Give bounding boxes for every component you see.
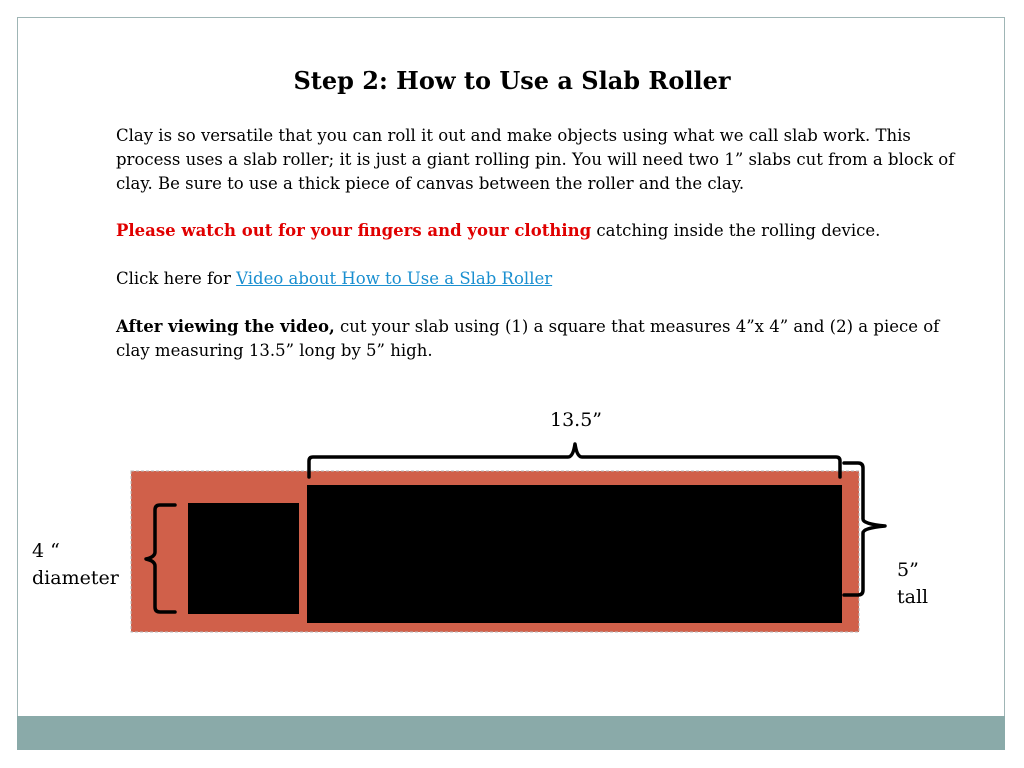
long-slab <box>307 485 842 623</box>
height-label-line2: tall <box>897 586 929 608</box>
after-video-bold: After viewing the video, <box>116 317 335 336</box>
length-label: 13.5” <box>549 409 603 431</box>
warning-continuation: catching inside the rolling device. <box>591 221 881 240</box>
height-label-line1: 5” <box>897 559 919 581</box>
instructions-text: cut your slab using (1) a square that measures 4”x 4” and (2) a piece of clay measuring 13.5” long by 5” high. <box>116 317 940 360</box>
page-title: Step 2: How to Use a Slab Roller <box>293 66 731 95</box>
square-label-line1: 4 “ <box>32 540 60 562</box>
click-here-prefix: Click here for <box>116 269 237 288</box>
video-link[interactable]: Video about How to Use a Slab Roller <box>236 269 553 288</box>
square-label-line2: diameter <box>32 567 119 589</box>
warning-text: Please watch out for your fingers and your clothing <box>116 221 592 240</box>
square-slab <box>188 503 299 614</box>
intro-paragraph: Clay is so versatile that you can roll it out and make objects using what we call slab work. This process uses a slab roller; it is just a giant rolling pin. You will need two 1” slabs cut from a block of clay. Be sure to use a thick piece of canvas between the roller and the clay. <box>116 126 955 193</box>
